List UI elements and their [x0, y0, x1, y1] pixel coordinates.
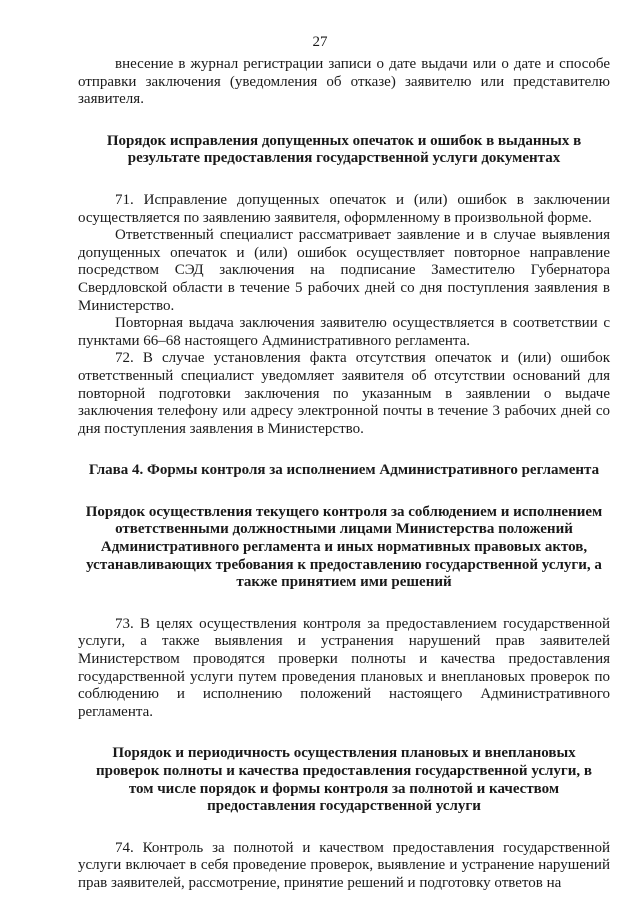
heading-chapter-4: Глава 4. Формы контроля за исполнением Административного регламента — [88, 462, 600, 479]
page-content — [78, 56, 610, 893]
paragraph-71: 71. Исправление допущенных опечаток и (или) ошибок в заключении осуществляется по заявлению заявителя, оформленному в произвольной форме. — [78, 191, 610, 226]
heading-planned-inspections: Порядок и периодичность осуществления плановых и внеплановых проверок полноты и качества предоставления государственной услуги, в том числе порядок и формы контроля за полнотой и качеством предоставления государственной услуги — [95, 745, 592, 815]
paragraph-71-reissue: Повторная выдача заключения заявителю осуществляется в соответствии с пунктами 66–68 настоящего Административного регламента. — [78, 315, 610, 349]
heading-typo-correction: Порядок исправления допущенных опечаток и ошибок в выданных в результате предоставления государственной услуги документах — [106, 132, 582, 167]
paragraph-71-specialist: Ответственный специалист рассматривает заявление и в случае выявления допущенных опечаток и (или) ошибок осуществляет повторное направление посредством СЭД заключения на подписание Заместителю Губернатора Свердловской области в течение 5 рабочих дней со дня поступления заявления в Министерство. — [78, 227, 610, 314]
paragraph-72: 72. В случае установления факта отсутствия опечаток и (или) ошибок ответственный специалист уведомляет заявителя об отсутствии оснований для повторной подготовки заключения по указанным в заявлении о выдаче заключения телефону или адресу электронной почты в течение 3 рабочих дней со дня поступления заявления в Министерство. — [78, 350, 610, 437]
paragraph-74: 74. Контроль за полнотой и качеством предоставления государственной услуги включает в себя проведение проверок, выявление и устранение нарушений прав заявителей, рассмотрение, принятие решений и подготовку ответов на — [78, 839, 610, 891]
heading-current-control: Порядок осуществления текущего контроля за соблюдением и исполнением ответственными должностными лицами Министерства положений Административного регламента и иных нормативных правовых актов, устанавливающих требования к предоставлению государственной услуги, а также принятием ими решений — [85, 503, 603, 591]
paragraph-registration-entry: внесение в журнал регистрации записи о дате выдачи или о дате и способе отправки заключения (уведомления об отказе) заявителю или представителю заявителя. — [78, 56, 610, 108]
page-number: 27 — [312, 34, 328, 50]
paragraph-73: 73. В целях осуществления контроля за предоставлением государственной услуги, а также выявления и устранения нарушений прав заявителей Министерством проводятся проверки полноты и качества предоставления государственной услуги путем проведения плановых и внеплановых проверок по соблюдению и исполнению положений настоящего Административного регламента. — [78, 615, 610, 720]
